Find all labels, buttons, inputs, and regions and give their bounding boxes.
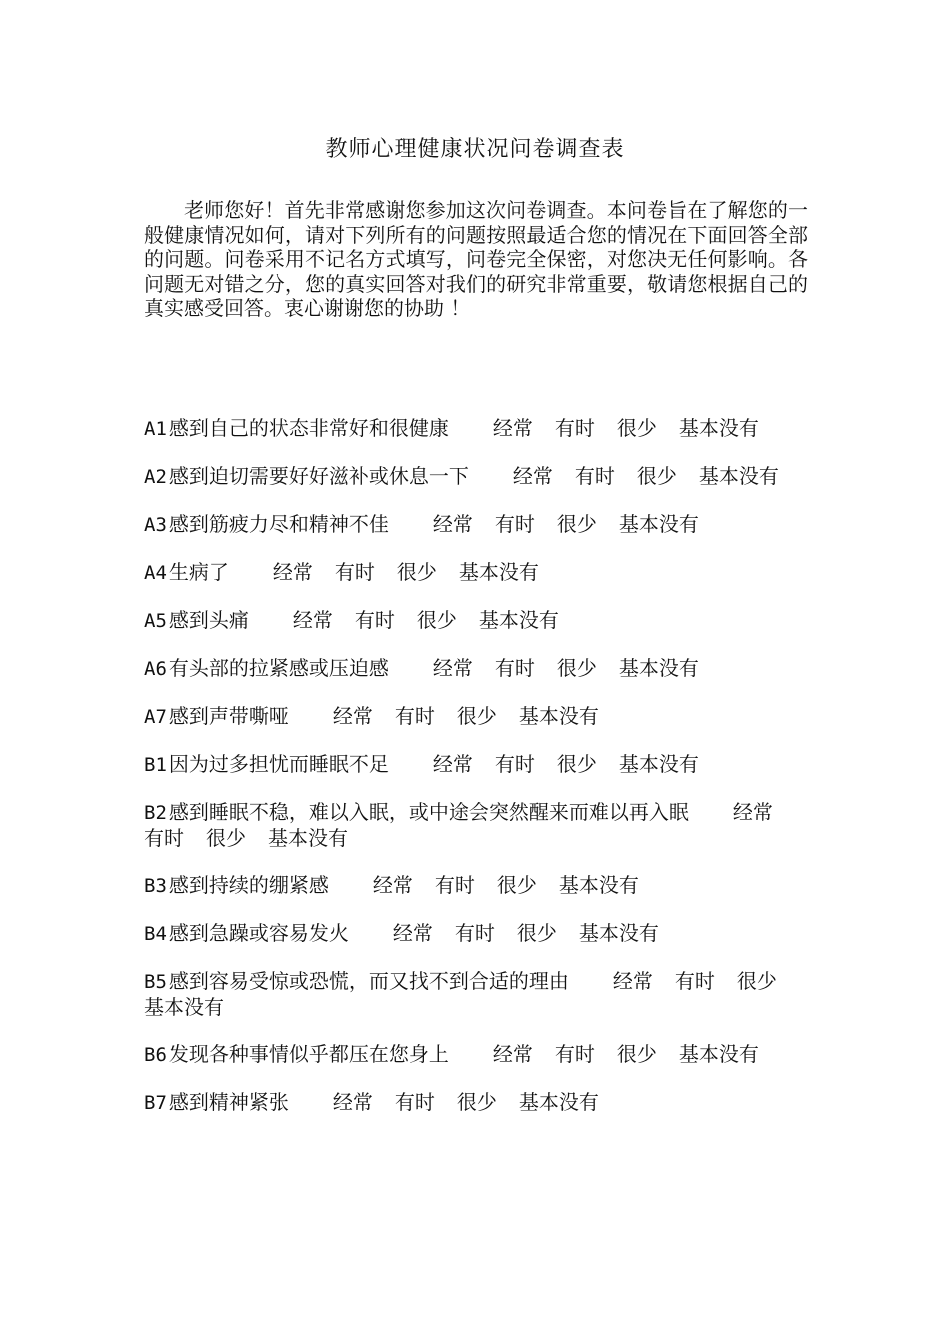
option-sometimes[interactable]: 有时	[494, 656, 535, 680]
option-sometimes[interactable]: 有时	[554, 1042, 595, 1066]
question-item	[144, 921, 808, 947]
question-text: 因为过多担忧而睡眠不足	[168, 752, 389, 776]
option-sometimes[interactable]: 有时	[334, 560, 375, 584]
option-sometimes[interactable]: 有时	[394, 1090, 435, 1114]
answer-options	[293, 608, 559, 632]
option-never[interactable]: 基本没有	[268, 826, 348, 850]
option-sometimes[interactable]: 有时	[354, 608, 395, 632]
option-never[interactable]: 基本没有	[578, 921, 659, 945]
option-never[interactable]: 基本没有	[678, 416, 759, 440]
option-often[interactable]: 经常	[332, 1090, 373, 1114]
option-rarely[interactable]: 很少	[396, 560, 437, 584]
option-rarely[interactable]: 很少	[636, 464, 677, 488]
option-never[interactable]: 基本没有	[618, 656, 699, 680]
answer-options	[493, 1042, 759, 1066]
question-text: 发现各种事情似乎都压在您身上	[168, 1042, 449, 1066]
option-rarely[interactable]: 很少	[456, 1090, 497, 1114]
option-never[interactable]: 基本没有	[678, 1042, 759, 1066]
option-sometimes[interactable]: 有时	[394, 704, 435, 728]
question-number: B5	[144, 971, 167, 993]
option-never[interactable]: 基本没有	[518, 704, 599, 728]
question-text: 有头部的拉紧感或压迫感	[168, 656, 389, 680]
question-number: A3	[144, 514, 167, 536]
option-sometimes[interactable]: 有时	[454, 921, 495, 945]
option-never[interactable]: 基本没有	[478, 608, 559, 632]
answer-options	[513, 464, 779, 488]
answer-options	[373, 873, 639, 897]
option-rarely[interactable]: 很少	[456, 704, 497, 728]
question-number: B1	[144, 754, 167, 776]
option-rarely[interactable]: 很少	[516, 921, 557, 945]
option-often[interactable]: 经常	[512, 464, 553, 488]
option-rarely[interactable]: 很少	[616, 416, 657, 440]
option-often[interactable]: 经常	[392, 921, 433, 945]
question-number: A1	[144, 418, 167, 440]
question-item	[144, 608, 808, 634]
option-rarely[interactable]: 很少	[556, 656, 597, 680]
option-sometimes[interactable]: 有时	[144, 826, 184, 850]
option-often[interactable]: 经常	[432, 656, 473, 680]
option-often[interactable]: 经常	[332, 704, 373, 728]
question-number: A4	[144, 562, 167, 584]
option-sometimes[interactable]: 有时	[494, 752, 535, 776]
question-text: 感到精神紧张	[168, 1090, 289, 1114]
option-never[interactable]: 基本没有	[698, 464, 779, 488]
answer-options	[333, 1090, 599, 1114]
option-never[interactable]: 基本没有	[144, 995, 224, 1019]
answer-options	[433, 752, 699, 776]
answer-options	[333, 704, 599, 728]
question-item	[144, 1042, 808, 1068]
question-text: 感到急躁或容易发火	[168, 921, 349, 945]
question-text: 生病了	[168, 560, 229, 584]
answer-options	[433, 656, 699, 680]
option-often[interactable]: 经常	[272, 560, 313, 584]
option-often[interactable]: 经常	[432, 752, 473, 776]
question-number: B2	[144, 802, 167, 824]
question-number: B3	[144, 875, 167, 897]
question-item	[144, 752, 808, 778]
option-often[interactable]: 经常	[492, 416, 533, 440]
intro-paragraph: 老师您好！首先非常感谢您参加这次问卷调查。本问卷旨在了解您的一般健康情况如何，请对下列所有的问题按照最适合您的情况在下面回答全部的问题。问卷采用不记名方式填写，问卷完全保密，对您决无任何影响。各问题无对错之分，您的真实回答对我们的研究非常重要，敬请您根据自己的真实感受回答。衷心谢谢您的协助 ！	[144, 198, 808, 320]
option-often[interactable]: 经常	[732, 800, 773, 824]
option-often[interactable]: 经常	[432, 512, 473, 536]
option-never[interactable]: 基本没有	[618, 752, 699, 776]
option-sometimes[interactable]: 有时	[574, 464, 615, 488]
option-often[interactable]: 经常	[612, 969, 653, 993]
option-rarely[interactable]: 很少	[556, 512, 597, 536]
answer-options	[493, 416, 759, 440]
option-never[interactable]: 基本没有	[518, 1090, 599, 1114]
question-text: 感到筋疲力尽和精神不佳	[168, 512, 389, 536]
option-sometimes[interactable]: 有时	[674, 969, 715, 993]
option-sometimes[interactable]: 有时	[554, 416, 595, 440]
option-never[interactable]: 基本没有	[458, 560, 539, 584]
option-rarely[interactable]: 很少	[736, 969, 777, 993]
question-item	[144, 1090, 808, 1116]
answer-options	[393, 921, 659, 945]
question-text: 感到持续的绷紧感	[168, 873, 329, 897]
question-item	[144, 704, 808, 730]
option-rarely[interactable]: 很少	[416, 608, 457, 632]
question-number: A6	[144, 658, 167, 680]
option-often[interactable]: 经常	[292, 608, 333, 632]
question-number: A2	[144, 466, 167, 488]
question-item	[144, 656, 808, 682]
question-text: 感到迫切需要好好滋补或休息一下	[168, 464, 469, 488]
question-item	[144, 464, 808, 490]
question-item	[144, 416, 808, 442]
question-text: 感到头痛	[168, 608, 249, 632]
option-often[interactable]: 经常	[372, 873, 413, 897]
option-never[interactable]: 基本没有	[558, 873, 639, 897]
question-text: 感到睡眠不稳，难以入眠，或中途会突然醒来而难以再入眠	[168, 800, 689, 824]
option-never[interactable]: 基本没有	[618, 512, 699, 536]
option-rarely[interactable]: 很少	[206, 826, 246, 850]
document-title: 教师心理健康状况问卷调查表	[325, 137, 625, 162]
question-number: A7	[144, 706, 167, 728]
question-text: 感到自己的状态非常好和很健康	[168, 416, 449, 440]
option-often[interactable]: 经常	[492, 1042, 533, 1066]
answer-options	[273, 560, 539, 584]
question-number: A5	[144, 610, 167, 632]
option-sometimes[interactable]: 有时	[434, 873, 475, 897]
option-sometimes[interactable]: 有时	[494, 512, 535, 536]
question-item	[144, 969, 808, 1020]
option-rarely[interactable]: 很少	[496, 873, 537, 897]
question-item	[144, 512, 808, 538]
option-rarely[interactable]: 很少	[616, 1042, 657, 1066]
question-number: B7	[144, 1092, 167, 1114]
question-number: B6	[144, 1044, 167, 1066]
question-item	[144, 873, 808, 899]
question-item	[144, 560, 808, 586]
question-text: 感到声带嘶哑	[168, 704, 289, 728]
option-rarely[interactable]: 很少	[556, 752, 597, 776]
question-list	[144, 416, 808, 1138]
answer-options	[433, 512, 699, 536]
question-text: 感到容易受惊或恐慌，而又找不到合适的理由	[168, 969, 569, 993]
question-item	[144, 800, 808, 851]
question-number: B4	[144, 923, 167, 945]
